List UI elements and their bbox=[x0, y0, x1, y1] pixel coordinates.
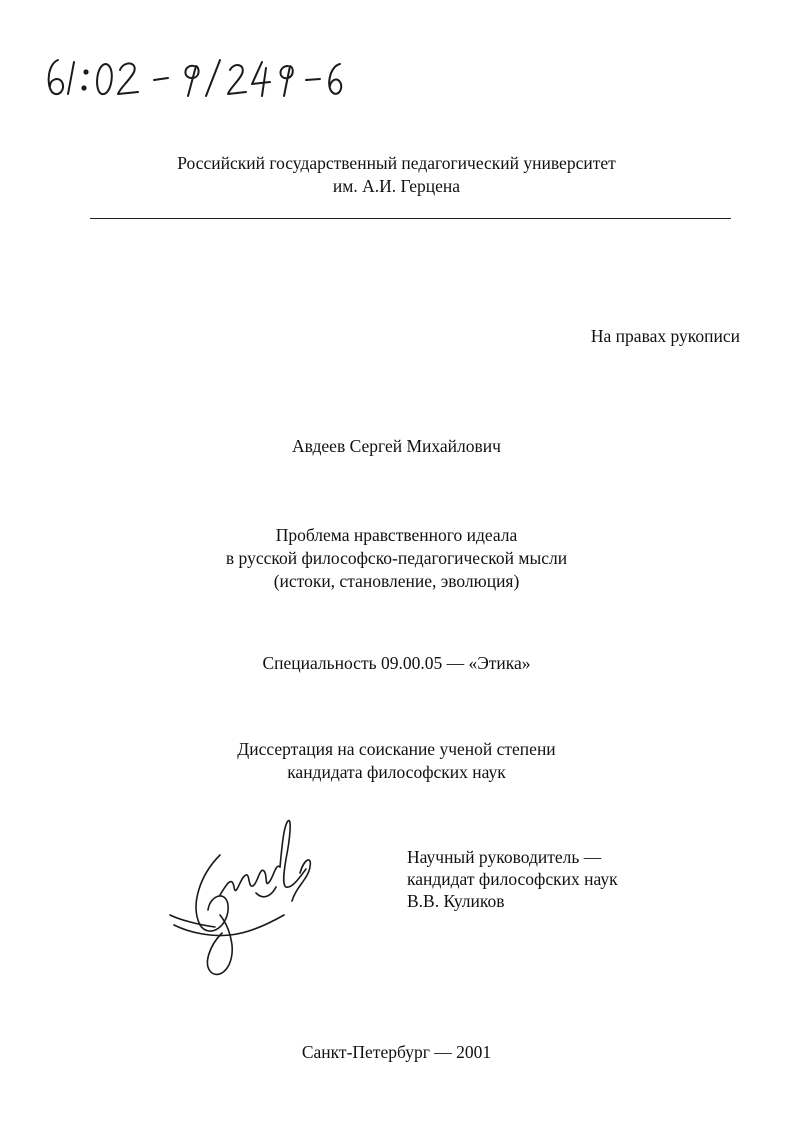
title-line-1: Проблема нравственного идеала bbox=[275, 525, 518, 545]
title-line-3: (истоки, становление, эволюция) bbox=[273, 571, 520, 591]
supervisor-block bbox=[407, 846, 618, 912]
supervisor-label: Научный руководитель — bbox=[407, 847, 602, 867]
degree-line-2: кандидата философских наук bbox=[287, 762, 506, 782]
archive-code-handwritten bbox=[44, 54, 344, 100]
city-year: Санкт-Петербург — 2001 bbox=[301, 1042, 492, 1062]
title-line-2: в русской философско-педагогической мысли bbox=[225, 548, 568, 568]
author-name: Авдеев Сергей Михайлович bbox=[292, 436, 501, 456]
footer-block bbox=[0, 1041, 793, 1064]
university-header bbox=[0, 152, 793, 198]
author-block bbox=[0, 435, 793, 458]
university-name: Российский государственный педагогический университет bbox=[177, 153, 616, 173]
university-honorific: им. А.И. Герцена bbox=[332, 176, 461, 196]
manuscript-note: На правах рукописи bbox=[590, 326, 740, 346]
degree-block bbox=[0, 738, 793, 784]
supervisor-name: В.В. Куликов bbox=[407, 891, 505, 911]
degree-line-1: Диссертация на соискание ученой степени bbox=[237, 739, 556, 759]
specialty: Специальность 09.00.05 — «Этика» bbox=[262, 653, 531, 673]
supervisor-degree: кандидат философских наук bbox=[407, 869, 618, 889]
dissertation-title bbox=[0, 524, 793, 593]
header-divider bbox=[90, 218, 731, 219]
signature bbox=[160, 815, 330, 980]
specialty-block bbox=[0, 652, 793, 675]
